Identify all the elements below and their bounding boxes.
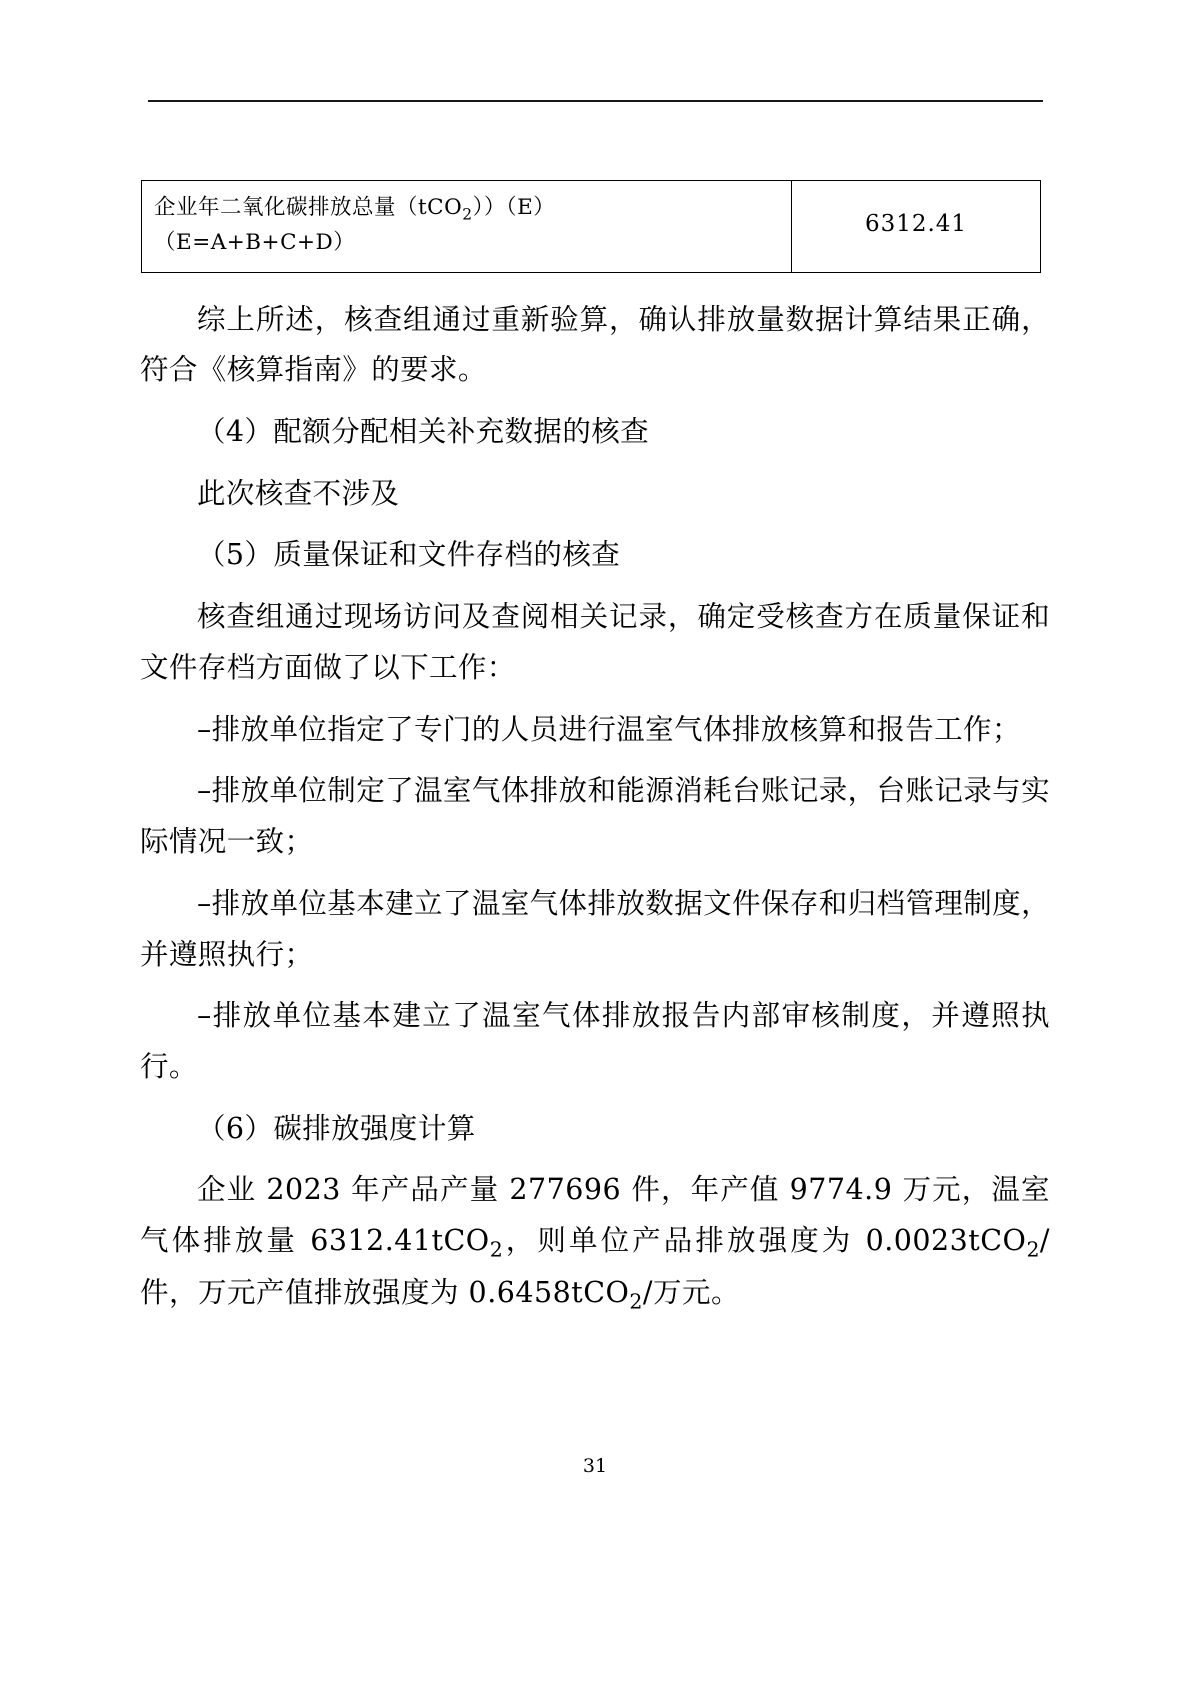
intensity-subscript-2: 2: [1026, 1237, 1040, 1262]
page-content: [140, 180, 1050, 1321]
paragraph-section-6-title: （6）碳排放强度计算: [197, 1111, 476, 1145]
label-line1-pre: 企业年二氧化碳排放总量（tCO: [154, 195, 463, 220]
page-number: 31: [582, 1455, 608, 1477]
intensity-part2: ，则单位产品排放强度为 0.0023tCO: [503, 1224, 1027, 1258]
intensity-subscript-3: 2: [629, 1290, 643, 1314]
paragraph-bullet-4: –排放单位基本建立了温室气体排放报告内部审核制度，并遵照执行。: [140, 999, 1050, 1083]
intensity-subscript-1: 2: [489, 1237, 504, 1262]
paragraph-section-5-intro: 核查组通过现场访问及查阅相关记录，确定受核查方在质量保证和文件存档方面做了以下工作：: [140, 600, 1050, 684]
paragraph-section-4-body: 此次核查不涉及: [197, 476, 400, 510]
emission-summary-table: [141, 180, 1041, 273]
label-line1-subscript: 2: [462, 205, 473, 224]
intensity-part3: /件，万元产值排放强度为 0.6458tCO: [140, 1224, 1050, 1310]
label-line1-post: ））（E）: [472, 195, 556, 220]
header-rule: [148, 100, 1043, 102]
paragraph-intensity-calculation: [140, 1165, 1050, 1320]
table-row: [142, 181, 1041, 273]
table-cell-label: [142, 181, 792, 273]
paragraph-summary: 综上所述，核查组通过重新验算，确认排放量数据计算结果正确，符合《核算指南》的要求。: [140, 302, 1050, 387]
table-cell-value: 6312.41: [792, 181, 1041, 273]
label-line2: （E=A+B+C+D）: [154, 230, 356, 256]
paragraph-section-4-title: （4）配额分配相关补充数据的核查: [197, 415, 650, 449]
paragraph-bullet-3: –排放单位基本建立了温室气体排放数据文件保存和归档管理制度，并遵照执行；: [140, 886, 1050, 971]
paragraph-bullet-2: –排放单位制定了温室气体排放和能源消耗台账记录，台账记录与实际情况一致；: [140, 774, 1050, 859]
paragraph-bullet-1: –排放单位指定了专门的人员进行温室气体排放核算和报告工作；: [197, 712, 1021, 746]
paragraph-section-5-title: （5）质量保证和文件存档的核查: [197, 538, 621, 572]
intensity-part4: /万元。: [642, 1276, 740, 1310]
intensity-part1: 企业 2023 年产品产量 277696 件，年产值 9774.9 万元，温室气体排放量 6312.41tCO: [140, 1173, 1050, 1258]
